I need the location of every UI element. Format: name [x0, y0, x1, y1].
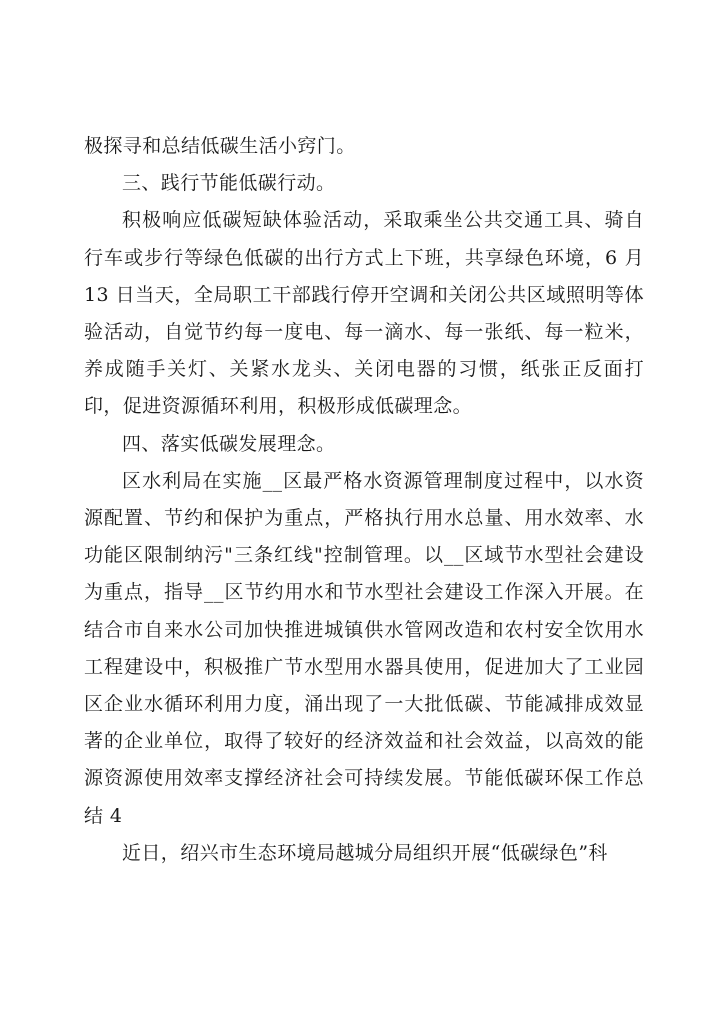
paragraph-continuation: 极探寻和总结低碳生活小窍门。 [84, 135, 356, 157]
paragraph-low-carbon-experience: 积极响应低碳短缺体验活动，采取乘坐公共交通工具、骑自行车或步行等绿色低碳的出行方式上下班，共享绿色环境，6 月 13 日当天，全局职工干部践行停开空调和关闭公共区域照明等体验活动，自觉节约每一度电、每一滴水、每一张纸、每一粒米，养成随手关灯、关紧水龙头、关闭电器的习惯，纸张正反面打印，促进资源循环利用，积极形成低碳理念。 [84, 209, 644, 418]
paragraph-water-resources: 区水利局在实施__区最严格水资源管理制度过程中，以水资源配置、节约和保护为重点，严格执行用水总量、用水效率、水功能区限制纳污"三条红线"控制管理。以__区域节水型社会建设为重点，指导__区节约用水和节水型社会建设工作深入开展。在结合市自来水公司加快推进城镇供水管网改造和农村安全饮用水工程建设中，积极推广节水型用水器具使用，促进加大了工业园区企业水循环利用力度，涌出现了一大批低碳、节能减排成效显著的企业单位，取得了较好的经济效益和社会效益，以高效的能源资源使用效率支撑经济社会可持续发展。节能低碳环保工作总结 4 [84, 469, 644, 827]
section-heading-3: 三、践行节能低碳行动。 [122, 172, 336, 195]
document-body [84, 128, 644, 872]
paragraph-shaoxing: 近日，绍兴市生态环境局越城分局组织开展“低碳绿色”科 [122, 841, 608, 864]
section-heading-4: 四、落实低碳发展理念。 [122, 432, 336, 455]
